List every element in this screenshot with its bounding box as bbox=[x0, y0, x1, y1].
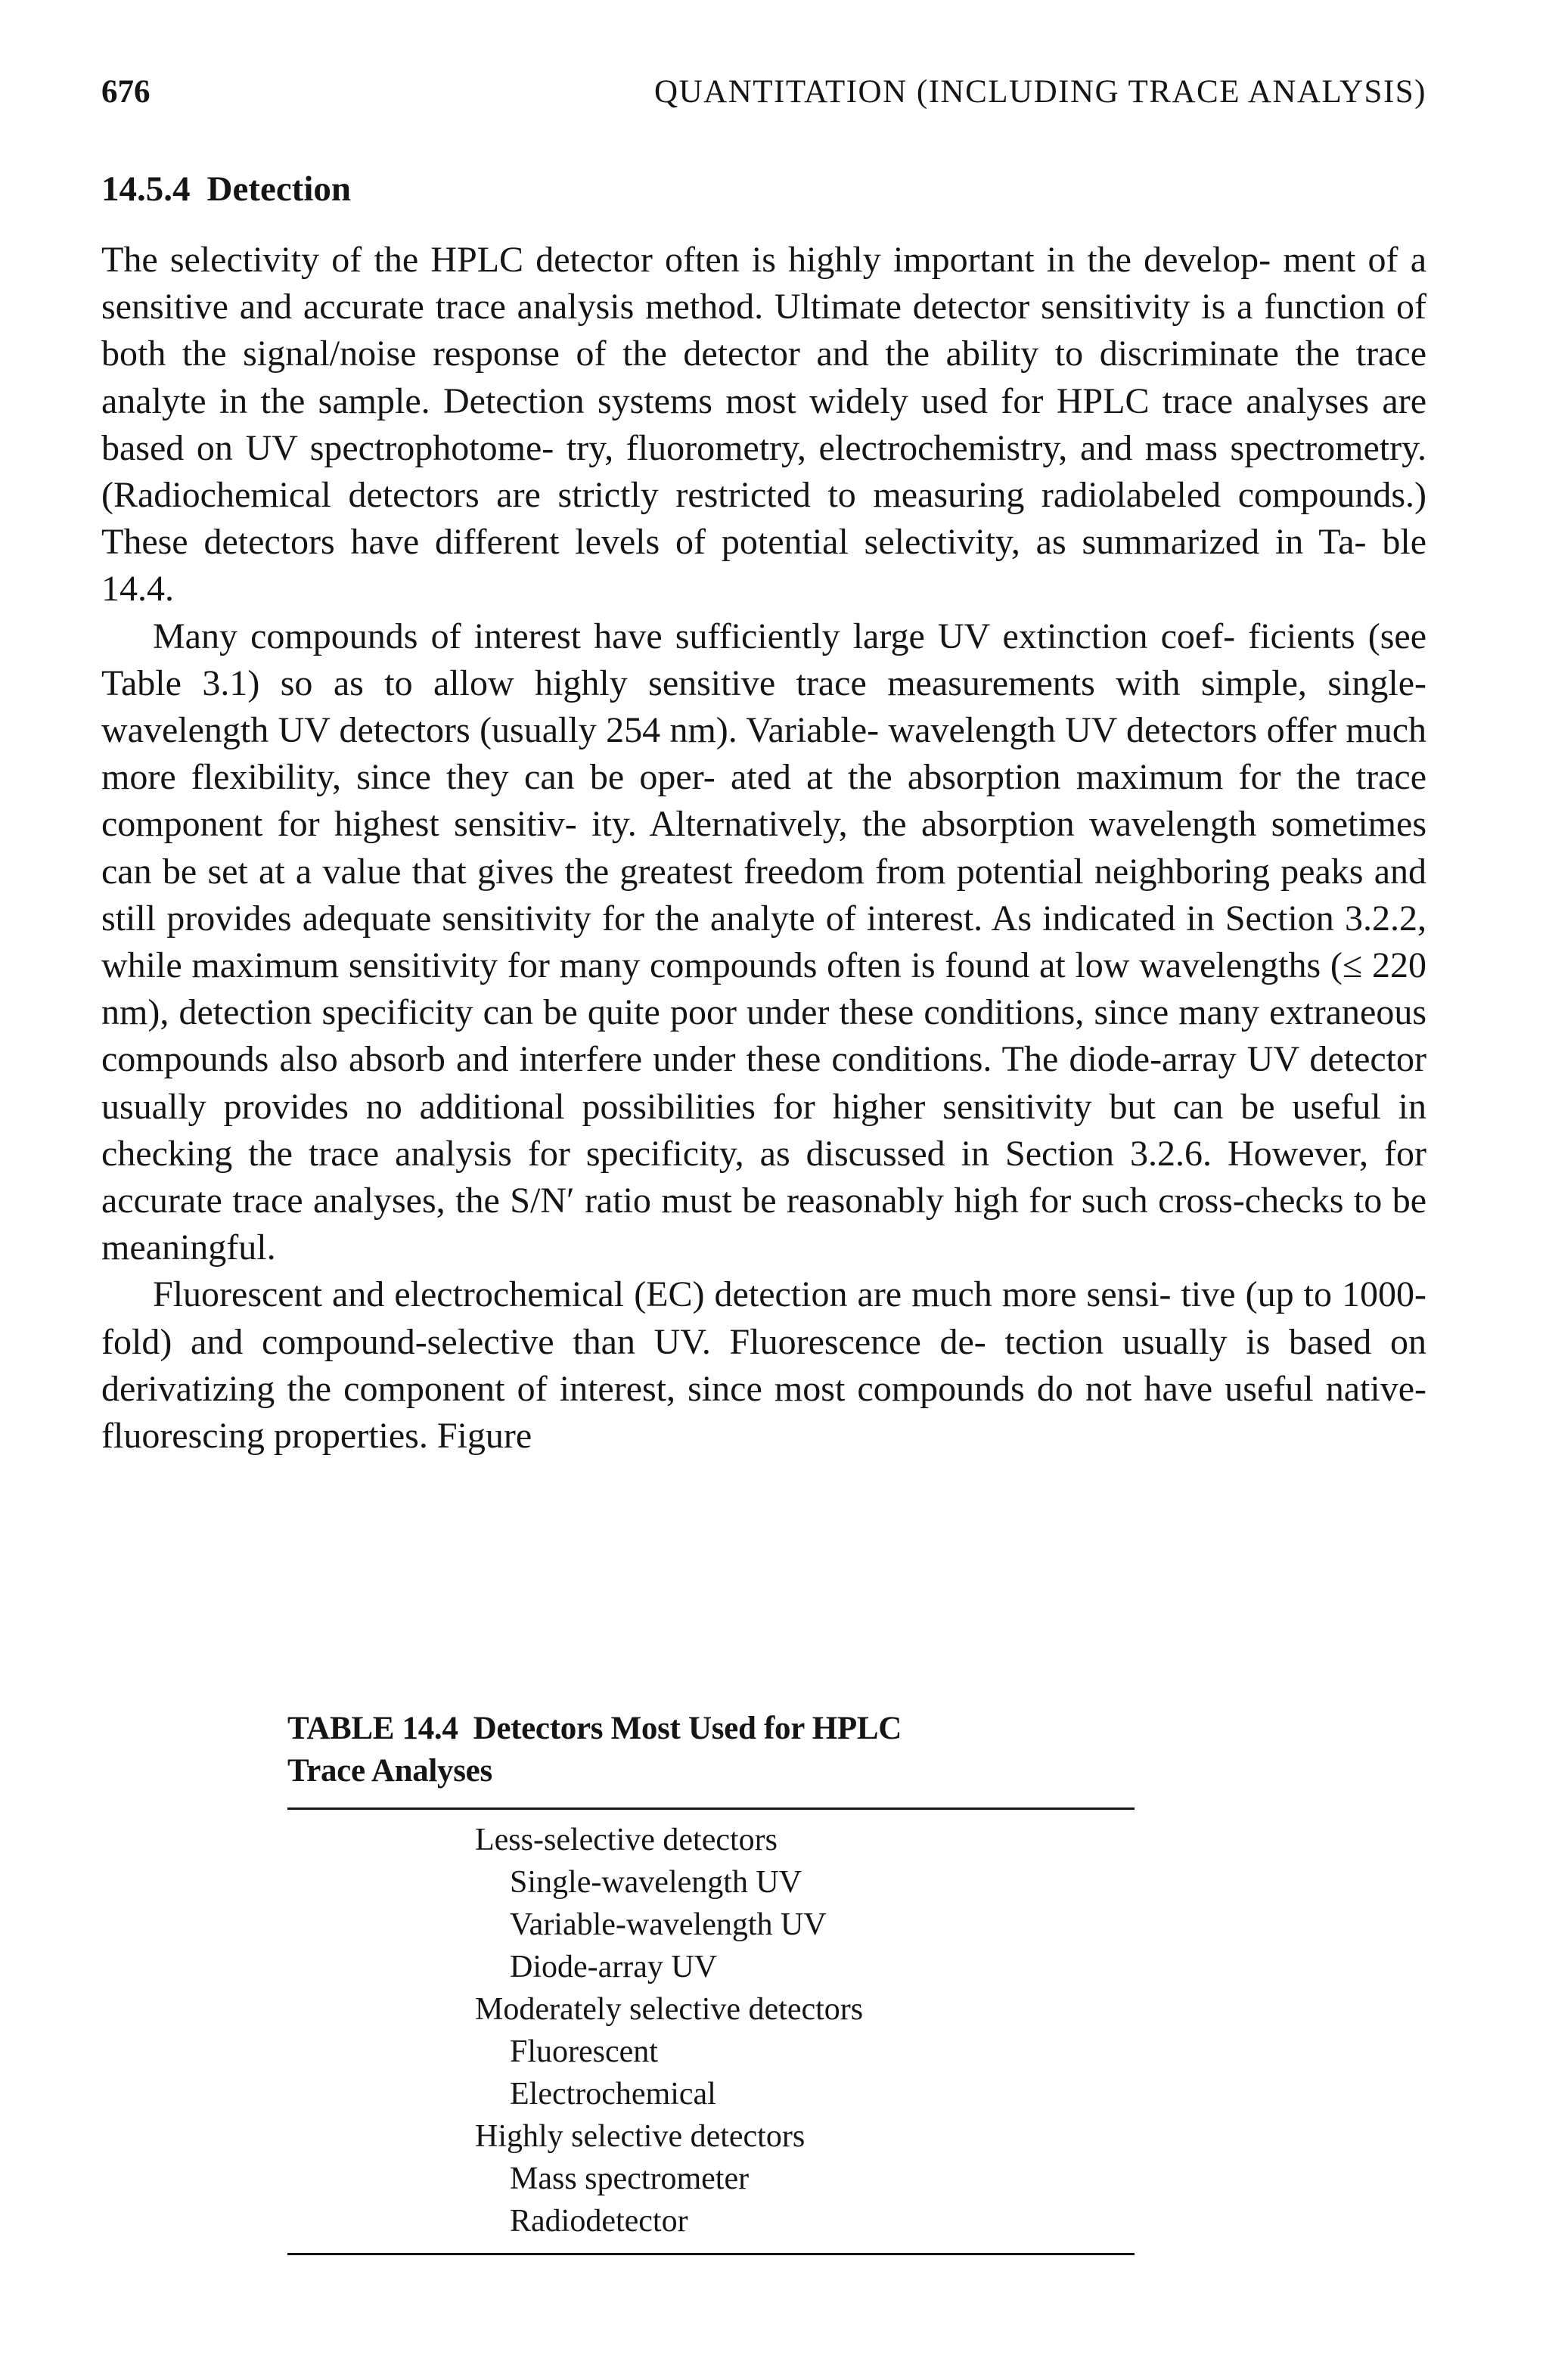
page-number: 676 bbox=[101, 74, 151, 110]
section-number: 14.5.4 bbox=[101, 169, 191, 209]
section-title: Detection bbox=[206, 169, 352, 209]
table-item: Electrochemical bbox=[510, 2077, 716, 2112]
body-text bbox=[101, 237, 1426, 1460]
table-body bbox=[287, 1819, 1135, 2242]
paragraph: Many compounds of interest have sufficiently large UV extinction coef- ficients (see Table 3.1) so as to allow highly sensitive trace measurements with simple, single-wavelength UV detectors (usually 254 nm). Variable- wavelength UV detectors offer much more flexibility, since they can be oper- ated at the absorption maximum for the trace component for highest sensitiv- ity. Alternatively, the absorption wavelength sometimes can be set at a value that gives the greatest freedom from potential neighboring peaks and still provides adequate sensitivity for the analyte of interest. As indicated in Section 3.2.2, while maximum sensitivity for many compounds often is found at low wavelengths (≤ 220 nm), detection specificity can be quite poor under these conditions, since many extraneous compounds also absorb and interfere under these conditions. The diode-array UV detector usually provides no additional possibilities for higher sensitivity but can be useful in checking the trace analysis for specificity, as discussed in Section 3.2.6. However, for accurate trace analyses, the S/N′ ratio must be reasonably high for such cross-checks to be meaningful. bbox=[101, 616, 1426, 1268]
table-group-heading: Less-selective detectors bbox=[475, 1823, 778, 1857]
table-item: Fluorescent bbox=[510, 2034, 658, 2069]
section-heading bbox=[101, 166, 351, 212]
table-item: Variable-wavelength UV bbox=[510, 1907, 827, 1942]
table-top-rule bbox=[287, 1807, 1135, 1810]
table-item: Radiodetector bbox=[510, 2204, 688, 2239]
running-title: QUANTITATION (INCLUDING TRACE ANALYSIS) bbox=[654, 74, 1426, 110]
table-caption bbox=[287, 1708, 1135, 1792]
table-14-4 bbox=[287, 1708, 1135, 2255]
table-item: Diode-array UV bbox=[510, 1950, 718, 1984]
table-item: Mass spectrometer bbox=[510, 2161, 750, 2196]
paragraph: The selectivity of the HPLC detector often is highly important in the develop- ment of a sensitive and accurate trace analysis method. Ultimate detector sensitivity is a function of both the signal/noise response of the detector and the ability to discriminate the trace analyte in the sample. Detection systems most widely used for HPLC trace analyses are based on UV spectrophotome- try, fluorometry, electrochemistry, and mass spectrometry. (Radiochemical detectors are strictly restricted to measuring radiolabeled compounds.) These detectors have different levels of potential selectivity, as summarized in Ta- ble 14.4. bbox=[101, 240, 1426, 610]
paragraph: Fluorescent and electrochemical (EC) detection are much more sensi- tive (up to 1000-fold) and compound-selective than UV. Fluorescence de- tection usually is based on derivatizing the component of interest, since most compounds do not have useful native-fluorescing properties. Figure bbox=[101, 1274, 1426, 1457]
table-title-line1: Detectors Most Used for HPLC bbox=[473, 1711, 902, 1746]
table-bottom-rule bbox=[287, 2253, 1135, 2255]
table-group-heading: Highly selective detectors bbox=[475, 2119, 806, 2154]
table-item: Single-wavelength UV bbox=[510, 1865, 802, 1900]
running-header bbox=[101, 70, 1426, 115]
table-group-heading: Moderately selective detectors bbox=[475, 1992, 864, 2027]
table-title-line2: Trace Analyses bbox=[287, 1753, 492, 1789]
table-label: TABLE 14.4 bbox=[287, 1711, 458, 1746]
